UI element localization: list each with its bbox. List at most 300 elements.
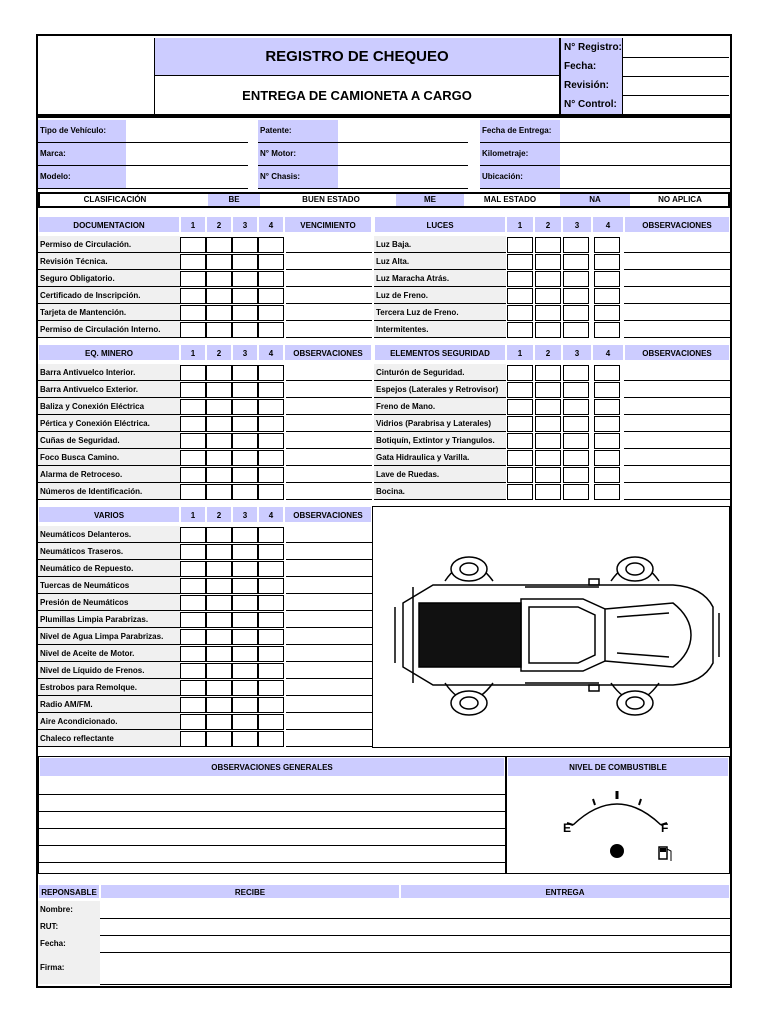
col-4-header: 4: [258, 506, 284, 523]
revision-row: [561, 76, 729, 96]
check-box-4[interactable]: [594, 254, 620, 270]
check-box-3[interactable]: [563, 271, 589, 287]
checklist-item-label: Gata Hidraulica y Varilla.: [374, 449, 506, 466]
check-box-3[interactable]: [232, 629, 258, 645]
check-box-3[interactable]: [232, 527, 258, 543]
check-box-2[interactable]: [206, 561, 232, 577]
recibe-firma-field[interactable]: [100, 952, 400, 985]
check-box-2[interactable]: [535, 271, 561, 287]
check-box-3[interactable]: [232, 663, 258, 679]
check-box-4[interactable]: [258, 322, 284, 338]
check-box-2[interactable]: [206, 697, 232, 713]
checklist-item-label: Luz Alta.: [374, 253, 506, 270]
observation-field[interactable]: [624, 398, 730, 415]
checklist-item-label: Neumático de Repuesto.: [38, 560, 180, 577]
check-box-3[interactable]: [232, 382, 258, 398]
check-box-1[interactable]: [180, 484, 206, 500]
check-box-4[interactable]: [258, 680, 284, 696]
chasis-label: N° Chasis:: [260, 172, 301, 181]
observation-field[interactable]: [286, 594, 372, 611]
observation-field[interactable]: [286, 432, 372, 449]
check-box-4[interactable]: [594, 484, 620, 500]
check-box-3[interactable]: [563, 484, 589, 500]
control-label: N° Control:: [561, 95, 623, 114]
check-box-4[interactable]: [258, 544, 284, 560]
fuel-gauge-icon: [507, 777, 729, 873]
col-2-header: 2: [534, 216, 562, 233]
observation-field[interactable]: [624, 432, 730, 449]
check-box-3[interactable]: [232, 399, 258, 415]
check-box-2[interactable]: [535, 237, 561, 253]
me-desc: MAL ESTADO: [483, 195, 537, 204]
checklist-item-label: Seguro Obligatorio.: [38, 270, 180, 287]
fecha-row: [561, 57, 729, 77]
checklist-item-label: Baliza y Conexión Eléctrica: [38, 398, 180, 415]
check-box-2[interactable]: [535, 484, 561, 500]
check-box-3[interactable]: [232, 467, 258, 483]
observation-field[interactable]: [624, 364, 730, 381]
check-box-4[interactable]: [594, 288, 620, 304]
check-box-3[interactable]: [232, 271, 258, 287]
check-box-3[interactable]: [232, 612, 258, 628]
check-box-2[interactable]: [206, 646, 232, 662]
observation-field[interactable]: [286, 236, 372, 253]
recibe-nombre-field[interactable]: [100, 901, 400, 919]
check-box-1[interactable]: [180, 595, 206, 611]
check-box-2[interactable]: [535, 450, 561, 466]
check-box-1[interactable]: [180, 714, 206, 730]
check-box-1[interactable]: [507, 322, 533, 338]
check-box-3[interactable]: [232, 697, 258, 713]
col-1-header: 1: [180, 506, 206, 523]
check-box-4[interactable]: [594, 433, 620, 449]
check-box-4[interactable]: [258, 484, 284, 500]
check-box-3[interactable]: [232, 322, 258, 338]
check-box-1[interactable]: [180, 288, 206, 304]
check-box-2[interactable]: [206, 714, 232, 730]
observation-field[interactable]: [286, 321, 372, 338]
observation-field[interactable]: [624, 381, 730, 398]
check-box-1[interactable]: [180, 629, 206, 645]
check-box-4[interactable]: [258, 254, 284, 270]
check-box-1[interactable]: [180, 450, 206, 466]
checklist-item-label: Neumáticos Traseros.: [38, 543, 180, 560]
check-box-3[interactable]: [563, 416, 589, 432]
recibe-fecha-field[interactable]: [100, 935, 400, 953]
check-box-4[interactable]: [258, 612, 284, 628]
check-box-1[interactable]: [507, 254, 533, 270]
checklist-item-label: Cuñas de Seguridad.: [38, 432, 180, 449]
observation-field[interactable]: [286, 398, 372, 415]
documentacion-header: DOCUMENTACION: [38, 216, 180, 233]
check-box-4[interactable]: [594, 450, 620, 466]
check-box-4[interactable]: [258, 697, 284, 713]
check-box-1[interactable]: [507, 433, 533, 449]
rut-label: RUT:: [38, 918, 100, 935]
check-box-2[interactable]: [206, 365, 232, 381]
varios-header: VARIOS: [38, 506, 180, 523]
classification-bar: [38, 192, 730, 208]
check-box-3[interactable]: [232, 365, 258, 381]
check-box-1[interactable]: [507, 382, 533, 398]
header-meta: [559, 38, 729, 114]
control-row: [561, 95, 729, 114]
observation-field[interactable]: [286, 415, 372, 432]
check-box-3[interactable]: [563, 305, 589, 321]
observation-field[interactable]: [624, 449, 730, 466]
check-box-2[interactable]: [206, 595, 232, 611]
col-3-header: 3: [232, 216, 258, 233]
check-box-1[interactable]: [180, 467, 206, 483]
responsable-header: REPONSABLE: [38, 884, 100, 899]
check-box-1[interactable]: [507, 467, 533, 483]
check-box-3[interactable]: [563, 382, 589, 398]
na-desc: NO APLICA: [658, 195, 702, 204]
fecha-resp-label: Fecha:: [38, 935, 100, 952]
check-box-3[interactable]: [563, 399, 589, 415]
check-box-2[interactable]: [535, 305, 561, 321]
check-box-3[interactable]: [563, 450, 589, 466]
check-box-1[interactable]: [507, 484, 533, 500]
observation-field[interactable]: [286, 483, 372, 500]
check-box-3[interactable]: [232, 578, 258, 594]
check-box-4[interactable]: [258, 646, 284, 662]
check-box-3[interactable]: [232, 646, 258, 662]
check-box-3[interactable]: [563, 237, 589, 253]
check-box-3[interactable]: [232, 254, 258, 270]
observaciones-header: OBSERVACIONES: [284, 344, 372, 361]
check-box-1[interactable]: [180, 365, 206, 381]
check-box-3[interactable]: [563, 322, 589, 338]
recibe-header: RECIBE: [100, 884, 400, 899]
observation-field[interactable]: [624, 253, 730, 270]
observation-field[interactable]: [286, 270, 372, 287]
me-code: ME: [396, 194, 464, 206]
checklist-item-label: Luz de Freno.: [374, 287, 506, 304]
observation-line[interactable]: [39, 812, 505, 829]
check-box-2[interactable]: [206, 271, 232, 287]
check-box-4[interactable]: [258, 416, 284, 432]
vehicle-info: [38, 120, 730, 188]
col-3-header: 3: [232, 506, 258, 523]
fuel-full-label: F: [661, 821, 669, 835]
col-1-header: 1: [180, 216, 206, 233]
check-box-2[interactable]: [206, 305, 232, 321]
check-box-1[interactable]: [180, 416, 206, 432]
col-3-header: 3: [562, 344, 592, 361]
check-box-2[interactable]: [206, 612, 232, 628]
checklist-item-label: Tarjeta de Mantención.: [38, 304, 180, 321]
fuel-empty-label: E: [563, 821, 572, 835]
observation-field[interactable]: [286, 611, 372, 628]
check-box-3[interactable]: [563, 288, 589, 304]
check-box-2[interactable]: [206, 527, 232, 543]
check-box-3[interactable]: [232, 416, 258, 432]
check-box-3[interactable]: [563, 254, 589, 270]
check-box-2[interactable]: [206, 731, 232, 747]
marca-label: Marca:: [40, 149, 66, 158]
check-box-4[interactable]: [258, 595, 284, 611]
checklist-item-label: Nivel de Aceite de Motor.: [38, 645, 180, 662]
check-box-4[interactable]: [258, 271, 284, 287]
check-box-2[interactable]: [206, 433, 232, 449]
check-box-4[interactable]: [258, 731, 284, 747]
fecha-entrega-label: Fecha de Entrega:: [482, 126, 552, 135]
check-box-1[interactable]: [180, 254, 206, 270]
check-box-4[interactable]: [258, 527, 284, 543]
check-box-1[interactable]: [180, 399, 206, 415]
observation-field[interactable]: [286, 696, 372, 713]
recibe-rut-field[interactable]: [100, 918, 400, 936]
motor-label: N° Motor:: [260, 149, 297, 158]
check-box-3[interactable]: [232, 561, 258, 577]
checklist-item-label: Botiquín, Extintor y Triangulos.: [374, 432, 506, 449]
check-box-1[interactable]: [507, 416, 533, 432]
check-box-2[interactable]: [206, 288, 232, 304]
checklist-item-label: Permiso de Circulación Interno.: [38, 321, 180, 338]
observation-field[interactable]: [624, 483, 730, 500]
check-box-2[interactable]: [206, 544, 232, 560]
observation-field[interactable]: [286, 449, 372, 466]
check-box-2[interactable]: [206, 663, 232, 679]
check-box-3[interactable]: [232, 484, 258, 500]
check-box-1[interactable]: [180, 237, 206, 253]
check-box-1[interactable]: [507, 450, 533, 466]
checklist-item-label: Barra Antivuelco Interior.: [38, 364, 180, 381]
observation-field[interactable]: [286, 304, 372, 321]
check-box-3[interactable]: [232, 433, 258, 449]
check-box-2[interactable]: [206, 322, 232, 338]
entrega-rut-field[interactable]: [400, 918, 730, 936]
entrega-nombre-field[interactable]: [400, 901, 730, 919]
checklist-item-label: Chaleco reflectante: [38, 730, 180, 747]
checklist-item-label: Foco Busca Camino.: [38, 449, 180, 466]
col-3-header: 3: [562, 216, 592, 233]
observation-field[interactable]: [624, 236, 730, 253]
check-box-1[interactable]: [180, 663, 206, 679]
observation-field[interactable]: [286, 364, 372, 381]
checklist-item-label: Tuercas de Neumáticos: [38, 577, 180, 594]
check-box-3[interactable]: [563, 467, 589, 483]
check-box-3[interactable]: [232, 450, 258, 466]
observation-field[interactable]: [624, 321, 730, 338]
observation-field[interactable]: [624, 415, 730, 432]
check-box-3[interactable]: [232, 595, 258, 611]
observation-line[interactable]: [39, 829, 505, 846]
check-box-4[interactable]: [594, 322, 620, 338]
observation-line[interactable]: [39, 778, 505, 795]
observation-field[interactable]: [286, 543, 372, 560]
entrega-header: ENTREGA: [400, 884, 730, 899]
observation-field[interactable]: [286, 713, 372, 730]
check-box-2[interactable]: [535, 433, 561, 449]
checklist-item-label: Barra Antivuelco Exterior.: [38, 381, 180, 398]
fuel-level-header: NIVEL DE COMBUSTIBLE: [507, 757, 729, 777]
check-box-4[interactable]: [258, 578, 284, 594]
revision-label: Revisión:: [561, 76, 623, 95]
check-box-4[interactable]: [258, 365, 284, 381]
entrega-fecha-field[interactable]: [400, 935, 730, 953]
check-box-1[interactable]: [180, 544, 206, 560]
elementos-seguridad-header: ELEMENTOS SEGURIDAD: [374, 344, 506, 361]
check-box-1[interactable]: [180, 697, 206, 713]
check-box-2[interactable]: [535, 322, 561, 338]
observation-field[interactable]: [286, 577, 372, 594]
checklist-item-label: Vidrios (Parabrisa y Laterales): [374, 415, 506, 432]
observation-line[interactable]: [39, 846, 505, 863]
col-1-header: 1: [506, 344, 534, 361]
checklist-item-label: Freno de Mano.: [374, 398, 506, 415]
check-box-3[interactable]: [563, 433, 589, 449]
col-4-header: 4: [592, 344, 624, 361]
observation-field[interactable]: [286, 662, 372, 679]
check-box-1[interactable]: [507, 288, 533, 304]
check-box-2[interactable]: [206, 254, 232, 270]
check-box-3[interactable]: [563, 365, 589, 381]
tipo-vehiculo-label: Tipo de Vehículo:: [40, 126, 107, 135]
observation-field[interactable]: [624, 270, 730, 287]
observation-field[interactable]: [624, 466, 730, 483]
check-box-3[interactable]: [232, 680, 258, 696]
observation-field[interactable]: [286, 253, 372, 270]
check-box-4[interactable]: [258, 467, 284, 483]
check-box-2[interactable]: [535, 288, 561, 304]
check-box-1[interactable]: [180, 646, 206, 662]
check-box-1[interactable]: [180, 680, 206, 696]
check-box-4[interactable]: [594, 365, 620, 381]
check-box-1[interactable]: [180, 612, 206, 628]
form-subtitle: ENTREGA DE CAMIONETA A CARGO: [154, 76, 559, 114]
check-box-4[interactable]: [258, 288, 284, 304]
check-box-2[interactable]: [535, 399, 561, 415]
observation-field[interactable]: [286, 645, 372, 662]
luces-header: LUCES: [374, 216, 506, 233]
check-box-1[interactable]: [180, 731, 206, 747]
checklist-item-label: Certificado de Inscripción.: [38, 287, 180, 304]
check-box-1[interactable]: [180, 322, 206, 338]
check-box-2[interactable]: [206, 484, 232, 500]
checklist-item-label: Espejos (Laterales y Retrovisor): [374, 381, 506, 398]
check-box-2[interactable]: [206, 399, 232, 415]
checklist-item-label: Plumillas Limpia Parabrizas.: [38, 611, 180, 628]
check-box-1[interactable]: [180, 578, 206, 594]
check-box-2[interactable]: [535, 254, 561, 270]
divider: [36, 114, 732, 118]
be-desc: BUEN ESTADO: [302, 195, 360, 204]
check-box-3[interactable]: [232, 288, 258, 304]
check-box-1[interactable]: [180, 305, 206, 321]
check-box-4[interactable]: [594, 399, 620, 415]
check-box-1[interactable]: [507, 271, 533, 287]
check-box-4[interactable]: [258, 237, 284, 253]
col-4-header: 4: [258, 344, 284, 361]
observation-field[interactable]: [286, 381, 372, 398]
checklist-item-label: Intermitentes.: [374, 321, 506, 338]
observation-field[interactable]: [286, 730, 372, 747]
check-box-2[interactable]: [206, 578, 232, 594]
check-box-1[interactable]: [180, 561, 206, 577]
check-box-4[interactable]: [258, 450, 284, 466]
check-box-2[interactable]: [535, 467, 561, 483]
check-box-2[interactable]: [206, 629, 232, 645]
observaciones-header: OBSERVACIONES: [624, 216, 730, 233]
check-box-4[interactable]: [594, 416, 620, 432]
check-box-4[interactable]: [258, 399, 284, 415]
check-box-4[interactable]: [594, 271, 620, 287]
observation-field[interactable]: [286, 628, 372, 645]
check-box-1[interactable]: [507, 399, 533, 415]
check-box-1[interactable]: [180, 433, 206, 449]
check-box-1[interactable]: [180, 271, 206, 287]
col-4-header: 4: [258, 216, 284, 233]
observaciones-generales: [38, 756, 506, 874]
check-box-4[interactable]: [594, 237, 620, 253]
check-box-1[interactable]: [180, 527, 206, 543]
check-box-4[interactable]: [594, 305, 620, 321]
checklist-item-label: Nivel de Líquido de Frenos.: [38, 662, 180, 679]
observation-field[interactable]: [286, 526, 372, 543]
observation-field[interactable]: [286, 560, 372, 577]
check-box-2[interactable]: [206, 467, 232, 483]
col-2-header: 2: [534, 344, 562, 361]
check-box-4[interactable]: [258, 433, 284, 449]
registro-label: N° Registro:: [561, 38, 623, 57]
check-box-4[interactable]: [258, 561, 284, 577]
check-box-2[interactable]: [535, 382, 561, 398]
check-box-4[interactable]: [594, 382, 620, 398]
check-box-3[interactable]: [232, 305, 258, 321]
observation-field[interactable]: [286, 466, 372, 483]
check-box-4[interactable]: [258, 629, 284, 645]
check-box-1[interactable]: [507, 305, 533, 321]
observation-line[interactable]: [39, 795, 505, 812]
ubicacion-label: Ubicación:: [482, 172, 523, 181]
check-box-1[interactable]: [507, 237, 533, 253]
check-box-2[interactable]: [206, 382, 232, 398]
check-box-3[interactable]: [232, 714, 258, 730]
col-1-header: 1: [506, 216, 534, 233]
nombre-label: Nombre:: [38, 901, 100, 918]
observation-field[interactable]: [624, 287, 730, 304]
na-code: NA: [560, 194, 630, 206]
check-box-4[interactable]: [258, 305, 284, 321]
check-box-4[interactable]: [258, 714, 284, 730]
checklist-item-label: Permiso de Circulación.: [38, 236, 180, 253]
col-2-header: 2: [206, 216, 232, 233]
be-code: BE: [208, 194, 260, 206]
checklist-item-label: Neumáticos Delanteros.: [38, 526, 180, 543]
check-box-4[interactable]: [594, 467, 620, 483]
observation-field[interactable]: [624, 304, 730, 321]
check-box-3[interactable]: [232, 731, 258, 747]
check-box-2[interactable]: [206, 680, 232, 696]
check-box-2[interactable]: [206, 450, 232, 466]
checklist-item-label: Presión de Neumáticos: [38, 594, 180, 611]
check-box-2[interactable]: [535, 416, 561, 432]
check-box-2[interactable]: [535, 365, 561, 381]
check-box-1[interactable]: [507, 365, 533, 381]
check-box-3[interactable]: [232, 544, 258, 560]
check-box-2[interactable]: [206, 237, 232, 253]
entrega-firma-field[interactable]: [400, 952, 730, 985]
check-box-4[interactable]: [258, 663, 284, 679]
observation-field[interactable]: [286, 679, 372, 696]
check-box-4[interactable]: [258, 382, 284, 398]
check-box-1[interactable]: [180, 382, 206, 398]
check-box-3[interactable]: [232, 237, 258, 253]
check-box-2[interactable]: [206, 416, 232, 432]
observation-field[interactable]: [286, 287, 372, 304]
